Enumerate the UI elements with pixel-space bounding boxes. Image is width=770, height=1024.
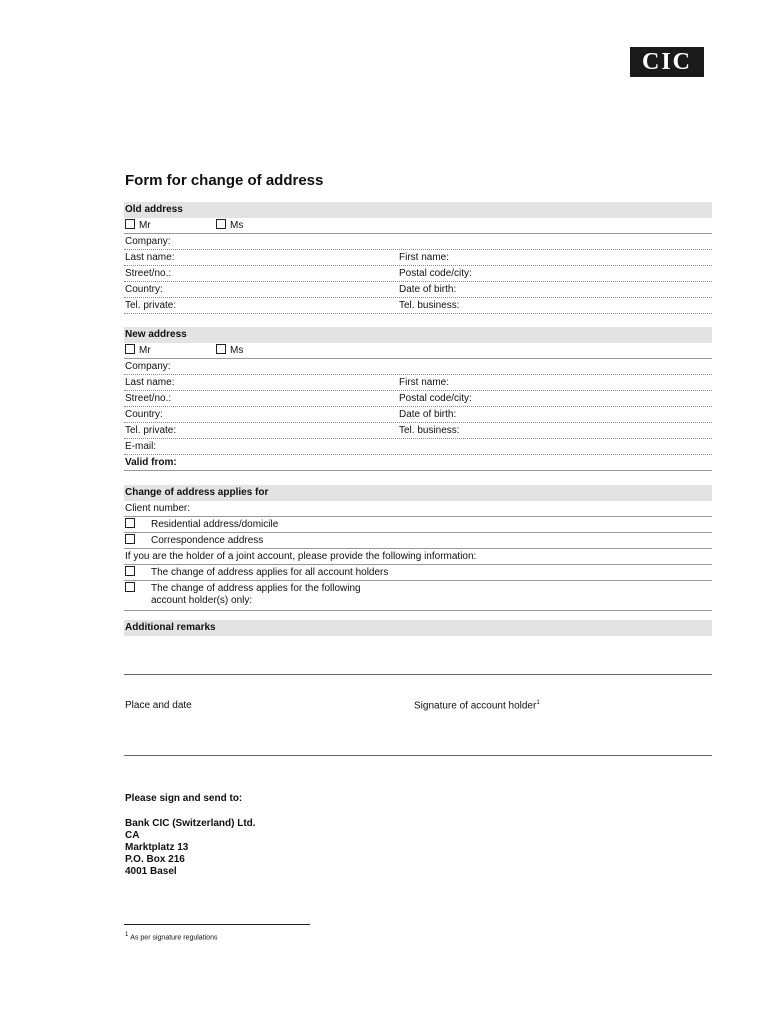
new-company-row[interactable] <box>124 359 712 375</box>
checkbox-icon[interactable] <box>216 219 226 229</box>
new-address-section <box>124 327 712 471</box>
valid-from-row[interactable] <box>124 455 712 471</box>
last-name-label: Last name: <box>125 252 175 263</box>
first-name-label: First name: <box>399 252 450 263</box>
remarks-field[interactable] <box>124 636 712 675</box>
correspondence-label: Correspondence address <box>151 535 264 546</box>
old-street-row[interactable] <box>124 266 712 282</box>
first-name-label: First name: <box>399 377 450 388</box>
email-label: E-mail: <box>125 441 157 452</box>
old-salutation-row <box>124 218 712 234</box>
dob-label: Date of birth: <box>399 409 457 420</box>
new-street-row[interactable] <box>124 391 712 407</box>
street-label: Street/no.: <box>125 393 172 404</box>
bank-address <box>125 818 256 878</box>
new-ms-option[interactable]: Ms <box>216 343 243 358</box>
checkbox-icon[interactable] <box>125 582 135 592</box>
new-tel-row[interactable] <box>124 423 712 439</box>
new-mr-option[interactable]: Mr <box>125 343 151 358</box>
new-country-row[interactable] <box>124 407 712 423</box>
company-label: Company: <box>125 236 171 247</box>
company-label: Company: <box>125 361 171 372</box>
tel-private-label: Tel. private: <box>125 425 177 436</box>
residential-label: Residential address/domicile <box>151 519 279 530</box>
footnote <box>125 932 217 941</box>
checkbox-icon[interactable] <box>125 219 135 229</box>
footnote-ref: 1 <box>536 700 540 706</box>
joint-note-row <box>124 549 712 565</box>
signature-line[interactable] <box>124 755 712 756</box>
checkbox-icon[interactable] <box>125 344 135 354</box>
old-address-section <box>124 202 712 314</box>
page-title: Form for change of address <box>125 172 324 189</box>
checkbox-icon[interactable] <box>216 344 226 354</box>
joint-note: If you are the holder of a joint account, please provide the following information: <box>125 551 477 562</box>
old-mr-option[interactable]: Mr <box>125 218 151 233</box>
correspondence-option[interactable] <box>124 533 712 549</box>
applies-heading: Change of address applies for <box>124 485 712 501</box>
valid-from-label: Valid from: <box>125 457 177 468</box>
new-email-row[interactable] <box>124 439 712 455</box>
following-holders-option[interactable] <box>124 581 712 611</box>
footnote-text: As per signature regulations <box>130 934 218 942</box>
all-holders-option[interactable] <box>124 565 712 581</box>
cic-logo: CIC <box>630 47 704 77</box>
tel-business-label: Tel. business: <box>399 425 460 436</box>
following-holders-label: The change of address applies for the following account holder(s) only: <box>151 583 361 606</box>
old-company-row[interactable] <box>124 234 712 250</box>
old-name-row[interactable] <box>124 250 712 266</box>
tel-private-label: Tel. private: <box>125 300 177 311</box>
remarks-heading: Additional remarks <box>124 620 712 636</box>
client-number-label: Client number: <box>125 503 191 514</box>
footnote-rule <box>124 924 310 925</box>
address-line: Bank CIC (Switzerland) Ltd. <box>125 818 256 829</box>
send-to-heading: Please sign and send to: <box>125 793 243 804</box>
checkbox-icon[interactable] <box>125 518 135 528</box>
last-name-label: Last name: <box>125 377 175 388</box>
checkbox-icon[interactable] <box>125 566 135 576</box>
new-address-heading: New address <box>124 327 712 343</box>
old-tel-row[interactable] <box>124 298 712 314</box>
tel-business-label: Tel. business: <box>399 300 460 311</box>
new-salutation-row <box>124 343 712 359</box>
client-number-row[interactable] <box>124 501 712 517</box>
old-address-heading: Old address <box>124 202 712 218</box>
old-ms-option[interactable]: Ms <box>216 218 243 233</box>
checkbox-icon[interactable] <box>125 534 135 544</box>
residential-option[interactable] <box>124 517 712 533</box>
address-line: 4001 Basel <box>125 866 177 877</box>
address-line: P.O. Box 216 <box>125 854 185 865</box>
country-label: Country: <box>125 284 163 295</box>
signature-label-wrap <box>414 700 540 711</box>
remarks-section <box>124 620 712 675</box>
all-holders-label: The change of address applies for all account holders <box>151 567 389 578</box>
address-line: CA <box>125 830 140 841</box>
country-label: Country: <box>125 409 163 420</box>
postal-label: Postal code/city: <box>399 393 472 404</box>
dob-label: Date of birth: <box>399 284 457 295</box>
postal-label: Postal code/city: <box>399 268 472 279</box>
place-date-label: Place and date <box>125 700 192 711</box>
address-line: Marktplatz 13 <box>125 842 189 853</box>
footnote-mark: 1 <box>125 932 129 938</box>
old-country-row[interactable] <box>124 282 712 298</box>
signature-label: Signature of account holder <box>414 700 537 712</box>
street-label: Street/no.: <box>125 268 172 279</box>
applies-section <box>124 485 712 611</box>
new-name-row[interactable] <box>124 375 712 391</box>
